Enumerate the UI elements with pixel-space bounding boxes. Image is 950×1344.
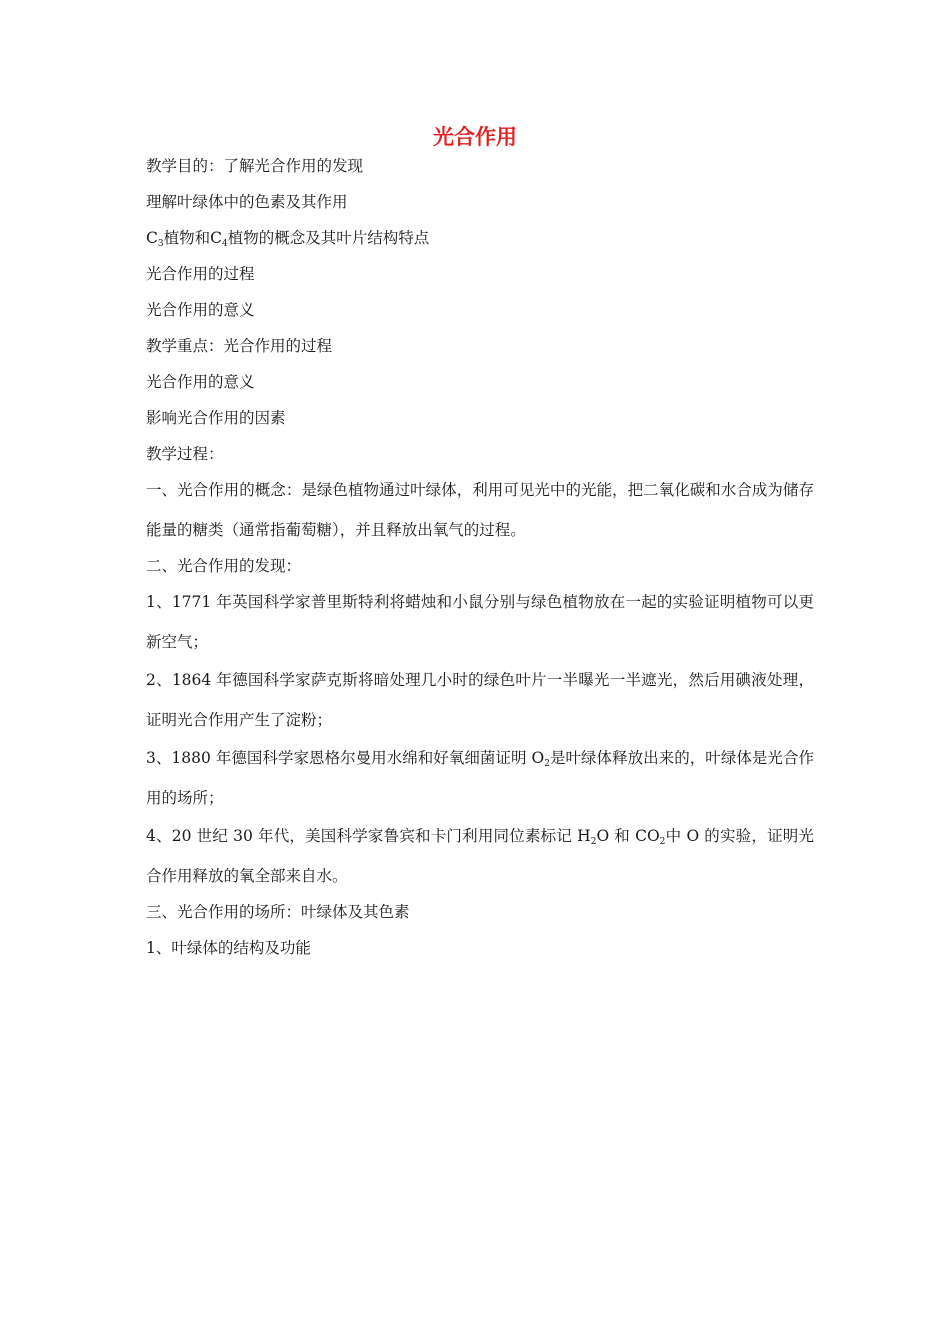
- discovery-item-2: 2、1864 年德国科学家萨克斯将暗处理几小时的绿色叶片一半曝光一半遮光，然后用碘液处理，证明光合作用产生了淀粉；: [146, 671, 814, 729]
- page-title: 光合作用: [433, 125, 517, 149]
- objective-item: 理解叶绿体中的色素及其作用: [146, 193, 348, 211]
- objective-line: 教学目的：了解光合作用的发现: [146, 157, 364, 175]
- site-heading: 三、光合作用的场所：叶绿体及其色素: [146, 903, 410, 921]
- discovery-item-1: 1、1771 年英国科学家普里斯特利将蜡烛和小鼠分别与绿色植物放在一起的实验证明植物可以更新空气；: [146, 593, 814, 651]
- key-point-item: 影响光合作用的因素: [146, 409, 286, 427]
- concept-paragraph: 一、光合作用的概念：是绿色植物通过叶绿体，利用可见光中的光能，把二氧化碳和水合成为储存能量的糖类（通常指葡萄糖），并且释放出氧气的过程。: [146, 481, 814, 539]
- site-item-1: 1、叶绿体的结构及功能: [146, 939, 311, 957]
- discovery-item-3: 3、1880 年德国科学家恩格尔曼用水绵和好氧细菌证明 $O_2$是叶绿体释放出来的，叶绿体是光合作用的场所；: [146, 749, 814, 807]
- objective-item: 光合作用的过程: [146, 265, 255, 283]
- objective-item: 光合作用的意义: [146, 301, 255, 319]
- objective-item-c3c4: $C_3$植物和$C_4$植物的概念及其叶片结构特点: [146, 229, 430, 249]
- discovery-item-4: 4、20 世纪 30 年代，美国科学家鲁宾和卡门利用同位素标记 $H_2O$ 和 $CO_2$中 O 的实验，证明光合作用释放的氧全部来自水。: [146, 827, 814, 885]
- key-point-item: 光合作用的意义: [146, 373, 255, 391]
- process-heading: 教学过程：: [146, 445, 224, 463]
- discovery-heading: 二、光合作用的发现：: [146, 557, 302, 575]
- key-point-line: 教学重点：光合作用的过程: [146, 337, 333, 355]
- document-body: [146, 148, 814, 966]
